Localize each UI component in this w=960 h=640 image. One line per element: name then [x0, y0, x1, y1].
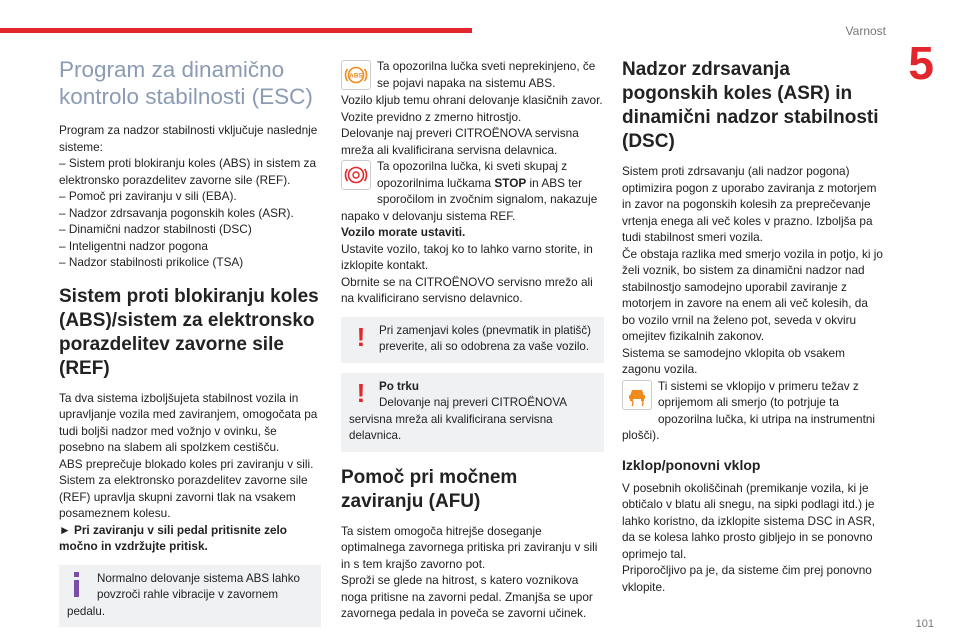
esc-title: Program za dinamično kontrolo stabilnosti (ESC) — [59, 57, 313, 109]
abs-warning-icon — [341, 60, 371, 90]
asr-paragraph: Če obstaja razlika med smerjo vozila in potjo, ki jo želi voznik, bo sistem za dinamični nadzor nad stabilnostjo samodejno uporabil zaviranje z motorjem in zavore na enem ali več kolesih, da bo vozilo vrnil na želeno pot, seveda v okviru omejitev fizikalnih zakonov. — [622, 246, 883, 343]
abs-paragraph: Ta dva sistema izboljšujeta stabilnost vozila in upravljanje vozila med zaviranjem, omogočata pa tudi boljši nadzor med vožnjo v ovinku, še posebno na slabem ali spolzkem cestišču. — [59, 390, 318, 454]
list-item: – Pomoč pri zaviranju v sili (EBA). — [59, 189, 237, 203]
abs-paragraph: Sistem za elektronsko porazdelitev zavorne sile (REF) upravlja skupni zavorni tlak na vsakem posameznem kolesu. — [59, 473, 308, 520]
top-accent-bar — [0, 28, 472, 33]
stop-paragraph: Obrnite se na CITROËNOVO servisno mrežo ali na kvalificirano servisno delavnico. — [341, 274, 593, 305]
abs-warning-paragraph: Vozilo kljub temu ohrani delovanje klasičnih zavor. Vozite previdno z zmerno hitrostjo. — [341, 93, 603, 124]
info-box-text: Normalno delovanje sistema ABS lahko povzroči rahle vibracije v zavornem pedalu. — [67, 571, 300, 618]
abs-paragraph: ABS preprečuje blokado koles pri zaviranju v sili. — [59, 456, 314, 471]
info-box — [59, 565, 321, 628]
stop-paragraph: Ustavite vozilo, takoj ko to lahko varno storite, in izklopite kontakt. — [341, 241, 593, 272]
asr-paragraph: Sistema se samodejno vklopita ob vsakem zagonu vozila. — [622, 345, 845, 376]
asr-paragraph: Sistem proti zdrsavanju (ali nadzor pogona) optimizira pogon z uporabo zaviranja z motorjem in zavor na pogonskih kolesih za preprečevanje vrtenja enega ali več koles v prazno. Izboljša pa tudi stabilnost smeri vozila. — [622, 164, 877, 244]
brake-warning-icon — [341, 160, 371, 190]
column-right — [622, 56, 884, 595]
warning-box-text: Pri zamenjavi koles (pnevmatik in platišč) preverite, ali so odobrena za vaše vozilo. — [379, 323, 591, 353]
esc-icon-text: Ti sistemi se vklopijo v primeru težav z oprijemom ali smerjo (to potrjuje ta opozorilna lučka, ki utripa na instrumentni plošči). — [622, 378, 876, 442]
onoff-title: Izklop/ponovni vklop — [622, 456, 761, 473]
list-item: – Nadzor zdrsavanja pogonskih koles (ASR). — [59, 205, 294, 220]
warning-box-title: Po trku — [379, 379, 419, 393]
warning-exclamation-icon: ! — [356, 377, 366, 408]
abs-warning-text: Ta opozorilna lučka sveti neprekinjeno, če se pojavi napaka na sistemu ABS. — [377, 59, 596, 90]
onoff-paragraph: V posebnih okoliščinah (premikanje vozila, ki je obtičalo v blatu ali snegu, na sipki podlagi itd.) je lahko koristno, da izklopite sistema DSC in ASR, da se kolesa lahko prosto gibljejo in se ponovno oprimejo tal. — [622, 480, 876, 561]
warning-exclamation-icon: ! — [356, 321, 366, 352]
afu-paragraph: Ta sistem omogoča hitrejše doseganje optimalnega zavornega pritiska pri zaviranju v sili in s tem krajšo zavorno pot. — [341, 523, 598, 571]
stop-instruction: Vozilo morate ustaviti. — [341, 225, 466, 239]
svg-text:ABS: ABS — [349, 72, 363, 80]
abs-instruction: ► Pri zaviranju v sili pedal pritisnite zelo močno in vzdržujte pritisk. — [59, 522, 288, 553]
page-number: 101 — [915, 618, 934, 630]
list-item: – Inteligentni nadzor pogona — [59, 238, 208, 253]
afu-title: Pomoč pri močnem zaviranju (AFU) — [341, 466, 518, 512]
column-middle — [341, 58, 604, 622]
column-left — [59, 56, 321, 627]
esc-skid-icon — [622, 380, 652, 410]
section-label: Varnost — [845, 24, 886, 38]
afu-paragraph: Sproži se glede na hitrost, s katero voznikova noga pritisne na zavorni pedal. Zmanjša se upor zavornega pedala in poveča se zavorni učinek. — [341, 573, 593, 620]
abs-warning-paragraph: Delovanje naj preveri CITROËNOVA servisna mreža ali kvalificirana servisna delavnica. — [341, 126, 579, 157]
warning-box-wheels — [341, 317, 604, 363]
list-item: – Sistem proti blokiranju koles (ABS) in sistem za elektronsko porazdelitev zavorne sile (REF). — [59, 156, 317, 187]
chapter-number: 5 — [908, 37, 934, 89]
list-item: – Nadzor stabilnosti prikolice (TSA) — [59, 255, 244, 269]
asr-title: Nadzor zdrsavanja pogonskih koles (ASR) in dinamični nadzor stabilnosti (DSC) — [622, 59, 879, 152]
esc-system-list — [59, 155, 321, 271]
onoff-paragraph: Priporočljivo pa je, da sisteme čim prej ponovno vklopite. — [622, 563, 872, 594]
abs-title: Sistem proti blokiranju koles (ABS)/sistem za elektronsko porazdelitev zavorne sile (REF) — [59, 285, 319, 379]
info-icon — [67, 571, 91, 599]
list-item: – Dinamični nadzor stabilnosti (DSC) — [59, 222, 252, 236]
esc-intro: Program za nadzor stabilnosti vključuje naslednje sisteme: — [59, 123, 318, 154]
warning-box-collision — [341, 373, 604, 452]
brake-warning-text: Ta opozorilna lučka, ki sveti skupaj z opozorilnima lučkama STOP in ABS ter sporočilom in zvočnim signalom, nakazuje napako v delovanju sistema REF. — [341, 159, 598, 223]
warning-box-text: Delovanje naj preveri CITROËNOVA servisna mreža ali kvalificirana servisna delavnica. — [349, 396, 567, 442]
